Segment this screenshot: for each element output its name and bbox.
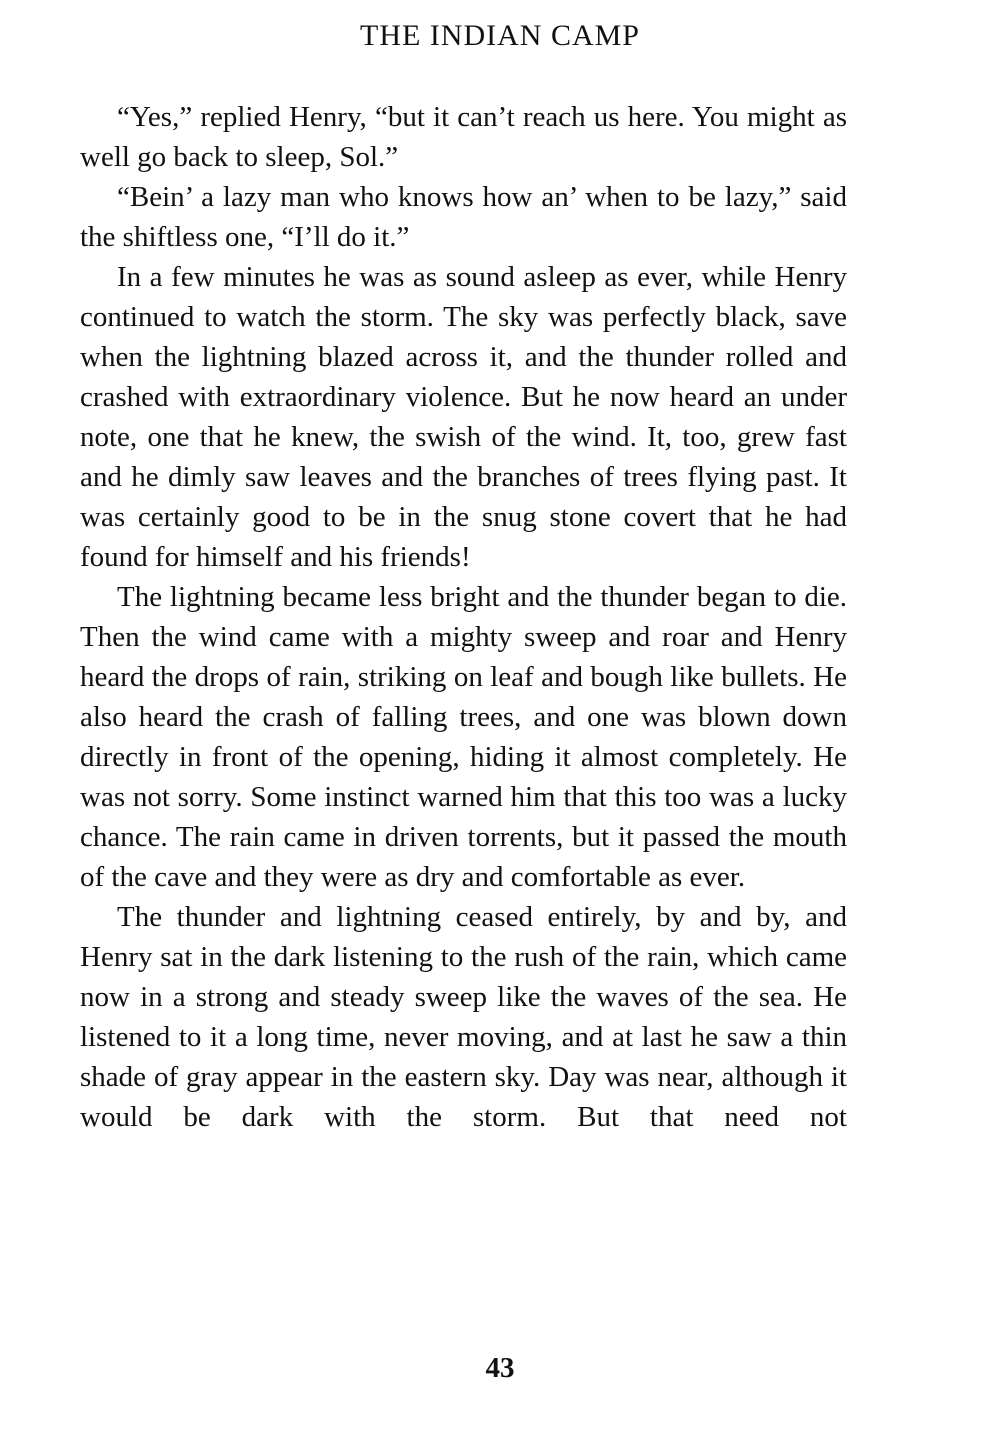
paragraph-3: In a few minutes he was as sound asleep as ever, while Henry continued to watch the storm. The sky was perfectly black, save when the lightning blazed across it, and the thunder rolled and crashed with extraordinary violence. But he now heard an under note, one that he knew, the swish of the wind. It, too, grew fast and he dimly saw leaves and the branches of trees flying past. It was certainly good to be in the snug stone covert that he had found for himself and his friends! [80, 261, 847, 573]
page-number: 43 [485, 1352, 515, 1384]
paragraph-4: The lightning became less bright and the thunder began to die. Then the wind came with a mighty sweep and roar and Henry heard the drops of rain, striking on leaf and bough like bullets. He also heard the crash of falling trees, and one was blown down directly in front of the opening, hiding it almost completely. He was not sorry. Some instinct warned him that this too was a lucky chance. The rain came in driven torrents, but it passed the mouth of the cave and they were as dry and comfortable as ever. [80, 581, 847, 893]
paragraph-1: “Yes,” replied Henry, “but it can’t reach us here. You might as well go back to sleep, Sol.” [80, 101, 847, 173]
running-head: THE INDIAN CAMP [360, 19, 640, 52]
paragraph-2: “Bein’ a lazy man who knows how an’ when to be lazy,” said the shiftless one, “I’ll do it.” [80, 181, 847, 253]
body-text [80, 97, 847, 1137]
paragraph-5: The thunder and lightning ceased entirely, by and by, and Henry sat in the dark listening to the rush of the rain, which came now in a strong and steady sweep like the waves of the sea. He listened to it a long time, never moving, and at last he saw a thin shade of gray appear in the eastern sky. Day was near, although it would be dark with the storm. But that need not [80, 901, 847, 1133]
